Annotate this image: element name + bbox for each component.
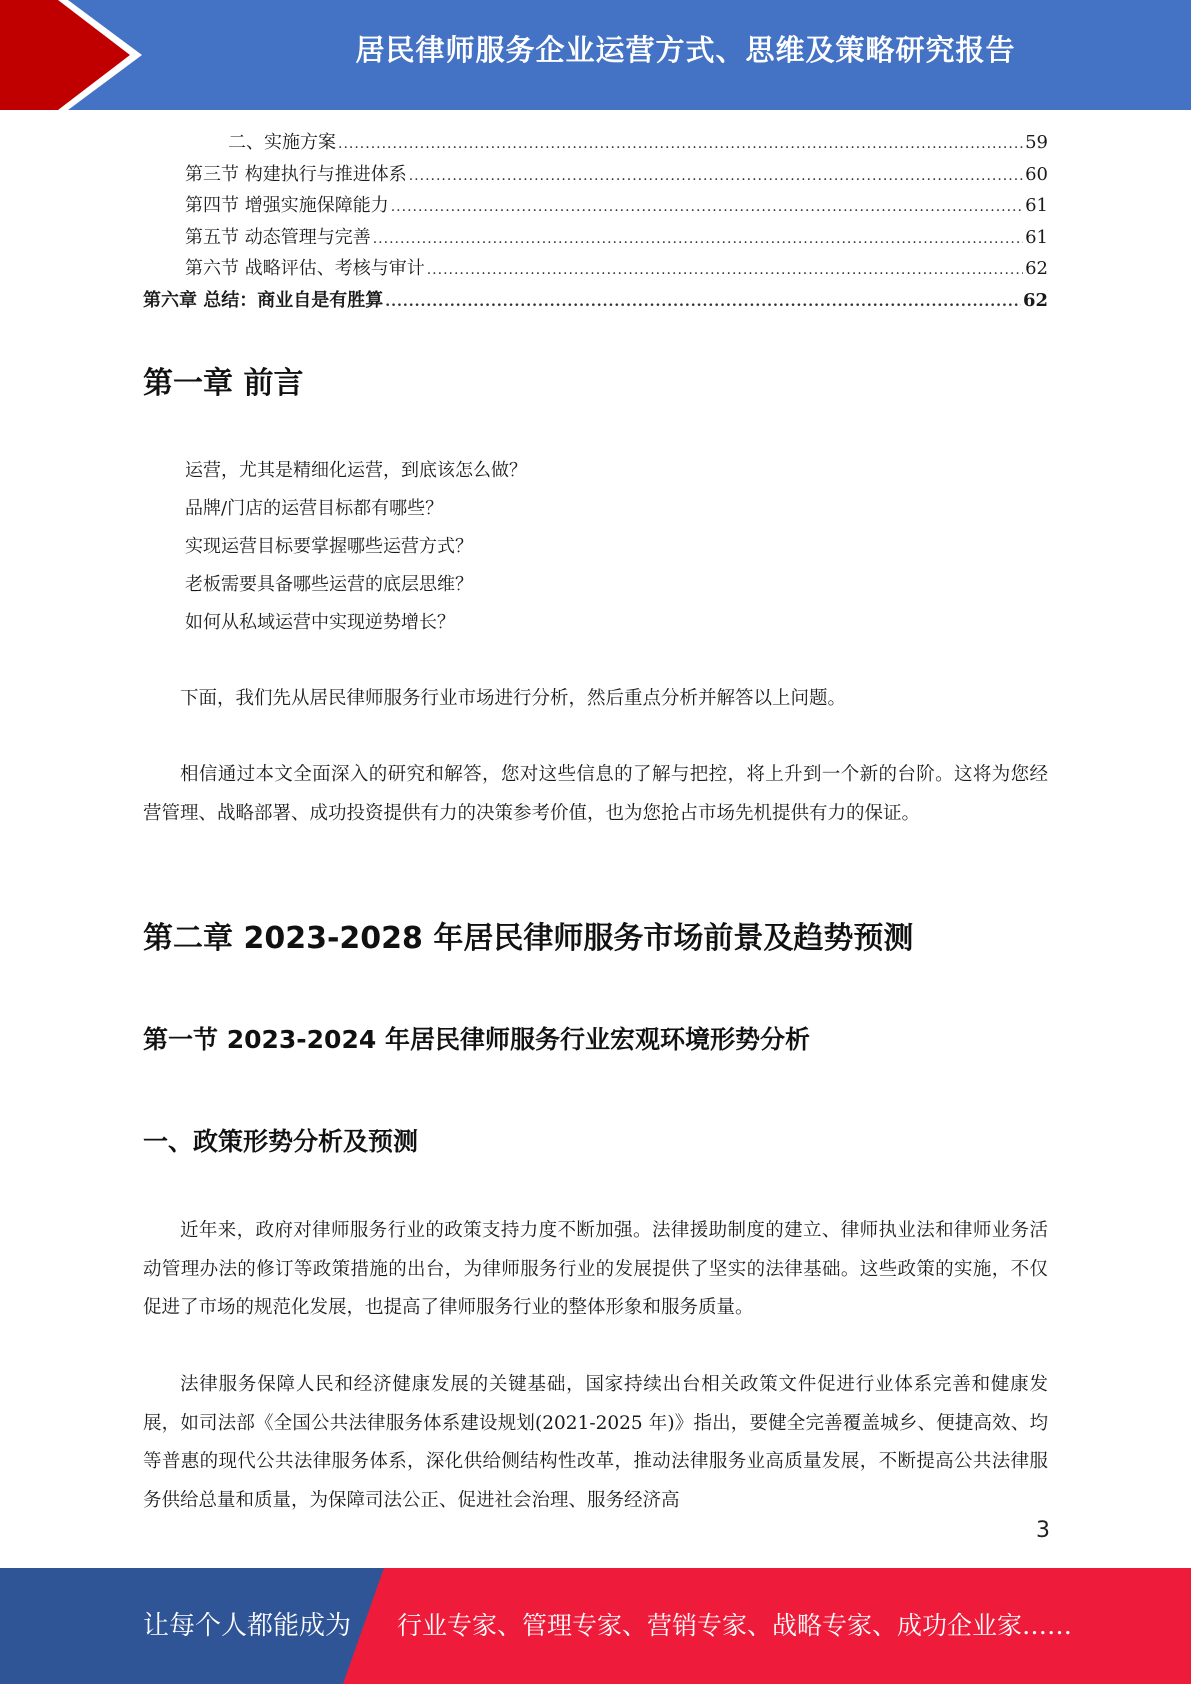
toc-entry-page: 61	[1025, 195, 1048, 216]
toc-leader-dots	[373, 231, 1023, 247]
toc-entry-label: 第五节 动态管理与完善	[185, 226, 371, 248]
toc-entry[interactable]	[143, 160, 1048, 192]
toc-entry-page: 62	[1022, 289, 1048, 311]
question-item: 品牌/门店的运营目标都有哪些？	[185, 498, 444, 519]
toc-entry-page: 61	[1025, 226, 1048, 248]
toc-entry-label: 第三节 构建执行与推进体系	[185, 163, 407, 185]
toc-entry-label: 第四节 增强实施保障能力	[185, 195, 389, 216]
question-item: 如何从私域运营中实现逆势增长？	[185, 612, 455, 633]
toc-entry-label: 二、实施方案	[228, 132, 336, 153]
chapter-2-heading: 第二章 2023-2028 年居民律师服务市场前景及趋势预测	[143, 921, 914, 956]
toc-leader-dots	[409, 168, 1023, 184]
toc-entry-page: 59	[1025, 132, 1048, 153]
toc-entry[interactable]	[143, 191, 1048, 223]
toc-leader-dots	[338, 136, 1023, 152]
document-title: 居民律师服务企业运营方式、思维及策略研究报告	[355, 33, 1016, 67]
question-item: 老板需要具备哪些运营的底层思维？	[185, 574, 473, 595]
chapter-1-heading: 第一章 前言	[143, 366, 304, 401]
toc-entry[interactable]	[143, 128, 1048, 160]
intro-paragraph: 下面，我们先从居民律师服务行业市场进行分析，然后重点分析并解答以上问题。	[180, 688, 847, 709]
intro-paragraph: 相信通过本文全面深入的研究和解答，您对这些信息的了解与把控，将上升到一个新的台阶。这将为您经营管理、战略部署、成功投资提供有力的决策参考价值，也为您抢占市场先机提供有力的保证。	[143, 764, 1048, 824]
toc-entry-label: 第六章 总结：商业自是有胜算	[143, 289, 384, 311]
question-item: 实现运营目标要掌握哪些运营方式？	[185, 536, 473, 557]
question-list	[185, 456, 527, 646]
toc-entry-page: 62	[1025, 258, 1048, 279]
toc-entry[interactable]	[143, 223, 1048, 255]
body-paragraph: 近年来，政府对律师服务行业的政策支持力度不断加强。法律援助制度的建立、律师执业法和律师业务活动管理办法的修订等政策措施的出台，为律师服务行业的发展提供了坚实的法律基础。这些政策的实施，不仅促进了市场的规范化发展，也提高了律师服务行业的整体形象和服务质量。	[143, 1220, 1048, 1318]
toc-entry-label: 第六节 战略评估、考核与审计	[185, 258, 425, 279]
toc-entry-chapter[interactable]	[143, 286, 1048, 318]
section-1-heading: 第一节 2023-2024 年居民律师服务行业宏观环境形势分析	[143, 1025, 810, 1054]
footer-slogan-right: 行业专家、管理专家、营销专家、战略专家、成功企业家……	[397, 1611, 1073, 1640]
body-paragraph: 法律服务保障人民和经济健康发展的关键基础，国家持续出台相关政策文件促进行业体系完善和健康发展，如司法部《全国公共法律服务体系建设规划(2021-2025 年)》指出，要健全完善覆盖城乡、便捷高效、均等普惠的现代公共法律服务体系，深化供给侧结构性改革，推动法律服务业高质量发展，不断提高公共法律服务供给总量和质量，为保障司法公正、促进社会治理、服务经济高	[143, 1374, 1048, 1511]
header-banner	[0, 0, 1191, 110]
toc-entry[interactable]	[143, 254, 1048, 286]
toc-leader-dots	[427, 262, 1023, 278]
page-number: 3	[1036, 1518, 1050, 1543]
footer-slogan-left: 让每个人都能成为	[143, 1611, 352, 1641]
toc-leader-dots	[385, 294, 1021, 310]
table-of-contents	[143, 128, 1048, 317]
footer-banner	[0, 1568, 1191, 1684]
toc-entry-page: 60	[1025, 163, 1048, 185]
toc-leader-dots	[391, 199, 1023, 215]
subsection-heading: 一、政策形势分析及预测	[143, 1127, 419, 1156]
chevron-arrow-icon	[0, 0, 160, 110]
question-item: 运营，尤其是精细化运营，到底该怎么做？	[185, 460, 527, 481]
